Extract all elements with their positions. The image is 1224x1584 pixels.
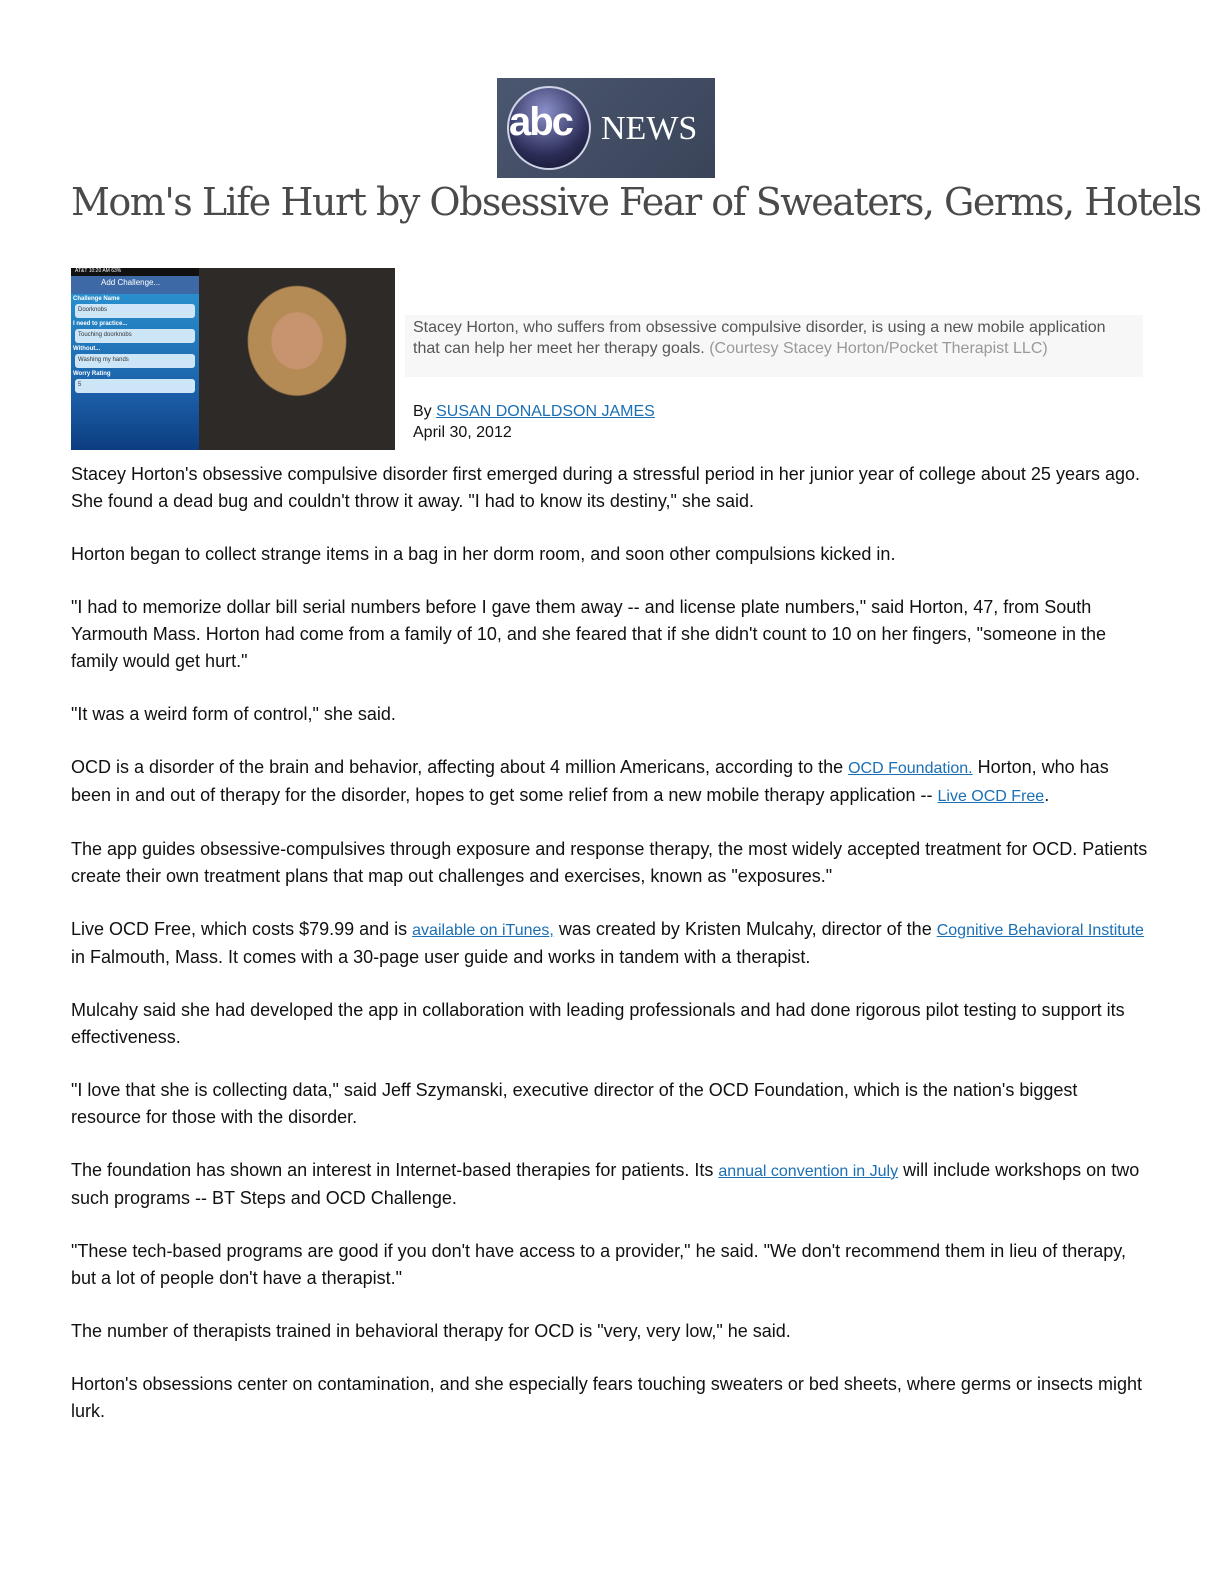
itunes-link[interactable]: available on iTunes, — [412, 922, 554, 939]
logo-abc: abc — [509, 100, 572, 144]
article-body — [71, 461, 1151, 1451]
paragraph: "I had to memorize dollar bill serial numbers before I gave them away -- and license plate numbers," said Horton, 47, from South Yarmouth Mass. Horton had come from a family of 10, and she feared that if she didn't count to 10 on her fingers, "someone in the family would get hurt." — [71, 597, 1107, 671]
field-label: I need to practice... — [73, 321, 128, 327]
paragraph: Mulcahy said she had developed the app in collaboration with leading professionals and had done rigorous pilot testing to support its effectiveness. — [71, 1000, 1125, 1047]
caption-credit: (Courtesy Stacey Horton/Pocket Therapist LLC) — [709, 340, 1048, 357]
logo-news: NEWS — [601, 110, 698, 147]
paragraph: The number of therapists trained in behavioral therapy for OCD is "very, very low," he said. — [71, 1321, 791, 1341]
text: The foundation has shown an interest in Internet-based therapies for patients. Its — [71, 1160, 719, 1180]
byline — [413, 401, 655, 443]
field-value: Washing my hands — [75, 354, 195, 368]
text: will include workshops on two such programs -- BT Steps and OCD Challenge. — [71, 1160, 1140, 1208]
text: was created by Kristen Mulcahy, director of the — [553, 919, 937, 939]
app-screenshot — [71, 268, 199, 450]
paragraph — [71, 754, 1151, 810]
field-label: Without... — [73, 346, 101, 352]
text: Horton, who has been in and out of therapy for the disorder, hopes to get some relief from a new mobile therapy application -- — [71, 757, 1109, 805]
ocd-foundation-link[interactable]: OCD Foundation. — [848, 760, 973, 777]
abc-news-logo — [497, 78, 715, 178]
cognitive-behavioral-institute-link[interactable]: Cognitive Behavioral Institute — [936, 922, 1144, 939]
text: Live OCD Free, which costs $79.99 and is — [71, 919, 413, 939]
text: in Falmouth, Mass. It comes with a 30-page user guide and works in tandem with a therapist. — [71, 947, 811, 967]
field-value: Touching doorknobs — [75, 329, 195, 343]
caption-text: Stacey Horton, who suffers from obsessive compulsive disorder, is using a new mobile application that can help her meet her therapy goals. — [413, 319, 1106, 357]
author-link[interactable]: SUSAN DONALDSON JAMES — [436, 403, 655, 420]
field-value: 5 — [75, 379, 195, 393]
paragraph: "These tech-based programs are good if you don't have access to a provider," he said. "We don't recommend them in lieu of therapy, but a lot of people don't have a therapist." — [71, 1241, 1126, 1288]
text: . — [1044, 785, 1050, 805]
field-value: Doorknobs — [75, 304, 195, 318]
publish-date: April 30, 2012 — [413, 424, 512, 441]
paragraph: Stacey Horton's obsessive compulsive disorder first emerged during a stressful period in her junior year of college about 25 years ago. She found a dead bug and couldn't throw it away. "I had to know its destiny," she said. — [71, 464, 1140, 511]
paragraph — [71, 916, 1151, 971]
article-title: Mom's Life Hurt by Obsessive Fear of Sweaters, Germs, Hotels — [71, 180, 1201, 224]
paragraph: "It was a weird form of control," she said. — [71, 704, 396, 724]
article-photo — [71, 268, 395, 450]
photo-caption — [405, 315, 1143, 377]
live-ocd-free-link[interactable]: Live OCD Free — [937, 788, 1045, 805]
paragraph — [71, 1157, 1151, 1212]
phone-status-bar: AT&T 10:20 AM 63% — [71, 268, 199, 276]
portrait-photo — [199, 268, 395, 450]
text: OCD is a disorder of the brain and behavior, affecting about 4 million Americans, according to the — [71, 757, 849, 777]
paragraph: Horton began to collect strange items in a bag in her dorm room, and soon other compulsions kicked in. — [71, 544, 896, 564]
annual-convention-link[interactable]: annual convention in July — [718, 1163, 899, 1180]
phone-nav-title: Add Challenge... — [71, 276, 199, 294]
paragraph: The app guides obsessive-compulsives through exposure and response therapy, the most widely accepted treatment for OCD. Patients create their own treatment plans that map out challenges and exercises, known as "exposures." — [71, 839, 1148, 886]
field-label: Challenge Name — [73, 296, 120, 302]
field-label: Worry Rating — [73, 371, 111, 377]
paragraph: "I love that she is collecting data," said Jeff Szymanski, executive director of the OCD Foundation, which is the nation's biggest resource for those with the disorder. — [71, 1080, 1078, 1127]
paragraph: Horton's obsessions center on contamination, and she especially fears touching sweaters or bed sheets, where germs or insects might lurk. — [71, 1374, 1142, 1421]
byline-prefix: By — [413, 403, 437, 420]
